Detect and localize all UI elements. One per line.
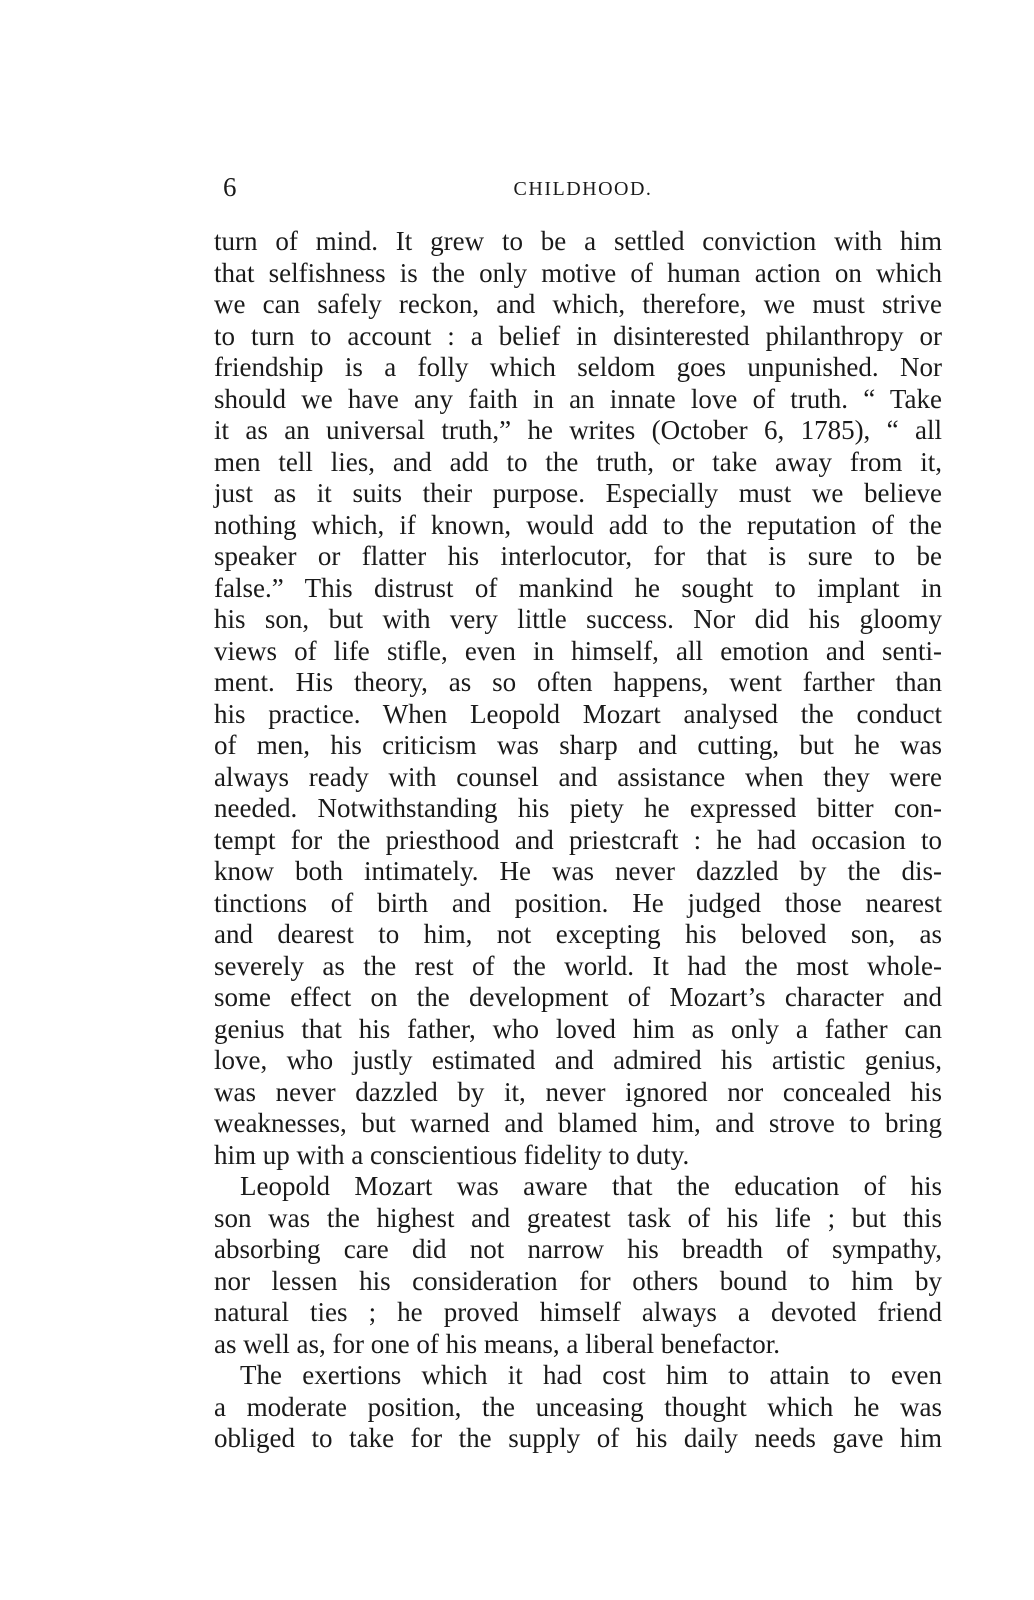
page-header [223, 170, 943, 204]
text-line: needed. Notwithstanding his piety he expressed bitter con- [214, 793, 942, 823]
text-line: Leopold Mozart was aware that the education of his [240, 1171, 942, 1201]
text-line: obliged to take for the supply of his daily needs gave him [214, 1423, 942, 1453]
paragraph-1 [214, 226, 942, 1171]
text-line: tinctions of birth and position. He judged those nearest [214, 887, 942, 918]
text-line: was never dazzled by it, never ignored nor concealed his [214, 1076, 942, 1107]
text-line: it as an universal truth,” he writes (October 6, 1785), “ all [214, 415, 942, 445]
text-line: weaknesses, but warned and blamed him, and strove to bring [214, 1108, 942, 1138]
text-line: speaker or flatter his interlocutor, for that is sure to be [214, 541, 942, 571]
text-line: as well as, for one of his means, a liberal benefactor. [214, 1328, 781, 1359]
text-line: absorbing care did not narrow his breadth of sympathy, [214, 1234, 942, 1264]
text-line: just as it suits their purpose. Especially must we believe [214, 478, 942, 508]
text-line: son was the highest and greatest task of his life ; but this [214, 1202, 942, 1233]
text-line: ment. His theory, as so often happens, went farther than [214, 667, 942, 697]
text-line: and dearest to him, not excepting his beloved son, as [214, 919, 942, 949]
body-text [214, 226, 942, 1455]
text-line: men tell lies, and add to the truth, or take away from it, [214, 446, 942, 477]
text-line: some effect on the development of Mozart’s character and [214, 982, 942, 1012]
text-line: a moderate position, the unceasing thought which he was [214, 1391, 942, 1422]
text-line: friendship is a folly which seldom goes unpunished. Nor [214, 352, 942, 382]
text-line: genius that his father, who loved him as only a father can [214, 1013, 942, 1044]
paragraph-2 [214, 1171, 942, 1360]
text-line: to turn to account : a belief in disinterested philanthropy or [214, 320, 942, 351]
text-line: him up with a conscientious fidelity to duty. [214, 1139, 690, 1170]
text-line: natural ties ; he proved himself always a devoted friend [214, 1297, 942, 1327]
text-line: we can safely reckon, and which, therefore, we must strive [214, 289, 942, 319]
text-line: tempt for the priesthood and priestcraft : he had occasion to [214, 824, 942, 855]
text-line: turn of mind. It grew to be a settled conviction with him [214, 226, 942, 256]
page-number: 6 [223, 172, 237, 202]
text-line: know both intimately. He was never dazzled by the dis- [214, 856, 942, 886]
text-line: that selfishness is the only motive of human action on which [214, 257, 942, 288]
text-line: false.” This distrust of mankind he sought to implant in [214, 572, 942, 603]
text-line: his practice. When Leopold Mozart analysed the conduct [214, 698, 942, 729]
text-line: severely as the rest of the world. It had the most whole- [214, 950, 942, 981]
paragraph-3 [214, 1360, 942, 1455]
text-line: his son, but with very little success. Nor did his gloomy [214, 604, 942, 634]
running-head: CHILDHOOD. [513, 178, 653, 200]
text-line: of men, his criticism was sharp and cutting, but he was [214, 730, 942, 760]
text-line: always ready with counsel and assistance when they were [214, 761, 942, 792]
text-line: nothing which, if known, would add to the reputation of the [214, 509, 942, 540]
text-line: The exertions which it had cost him to attain to even [240, 1360, 942, 1390]
text-line: views of life stifle, even in himself, all emotion and senti- [214, 635, 942, 666]
text-line: nor lessen his consideration for others bound to him by [214, 1265, 942, 1296]
text-line: should we have any faith in an innate love of truth. “ Take [214, 383, 942, 414]
text-line: love, who justly estimated and admired his artistic genius, [214, 1045, 942, 1075]
